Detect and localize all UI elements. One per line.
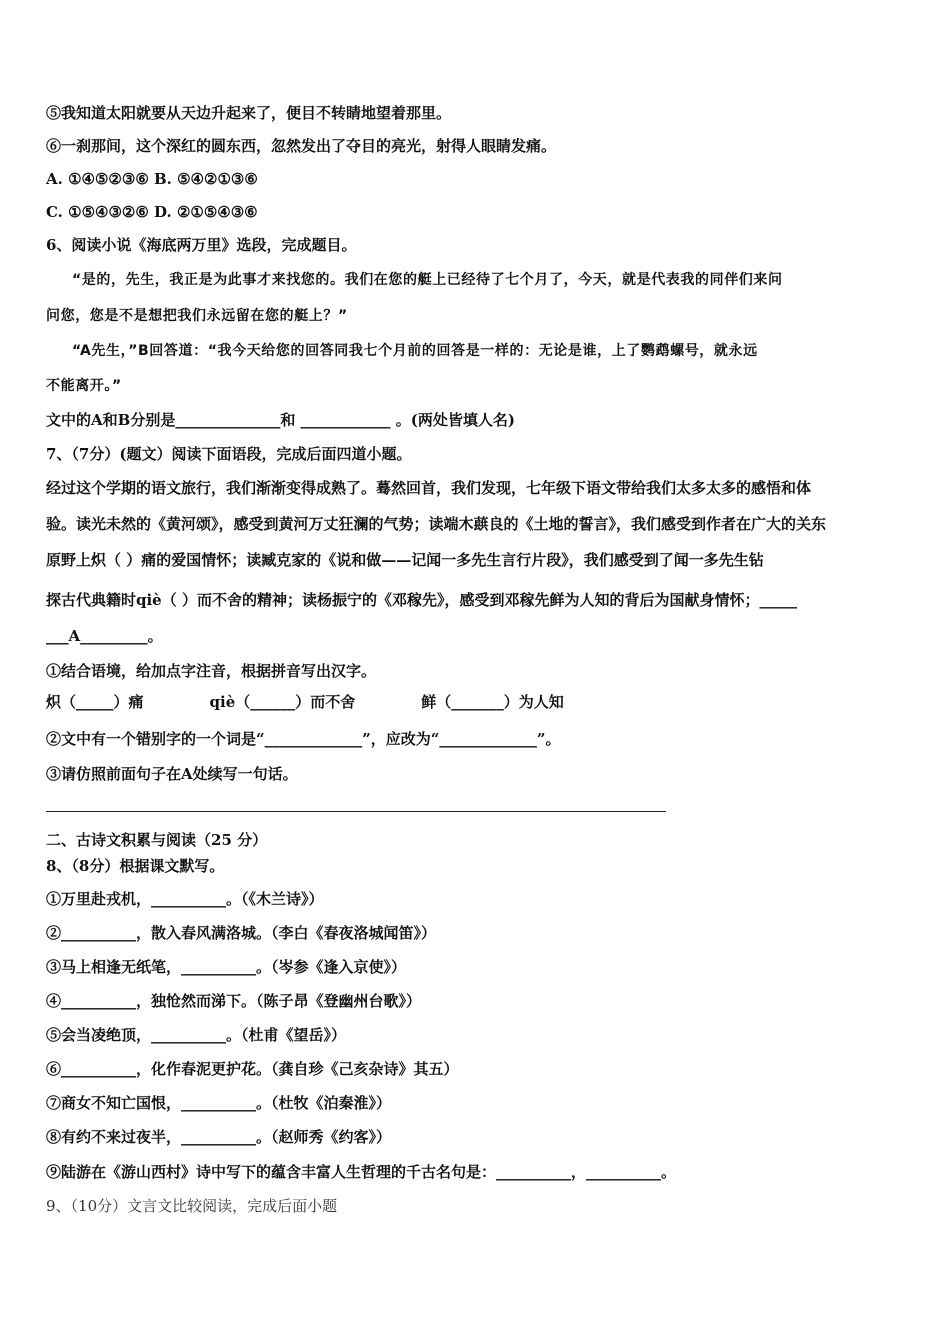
sentence-6: ⑥一刹那间，这个深红的圆东西，忽然发出了夺目的亮光，射得人眼睛发痛。 xyxy=(46,137,557,155)
options-a-b: A. ①④⑤②③⑥ B. ⑤④②①③⑥ xyxy=(46,170,258,188)
blank-xian: 鲜（_______）为人知 xyxy=(421,693,564,711)
recite-7: ⑦商女不知亡国恨，__________。（杜牧《泊秦淮》） xyxy=(46,1094,392,1112)
passage-line-1: 经过这个学期的语文旅行，我们渐渐变得成熟了。蓦然回首，我们发现，七年级下语文带给我们太多太多的感悟和体 xyxy=(46,479,812,497)
subquestion-2: ②文中有一个错别字的一个词是“_____________”，应改为“_____________”。 xyxy=(46,730,561,748)
subquestion-1-blanks xyxy=(46,692,564,712)
passage-line-4: 探古代典籍时qiè（ ）而不舍的精神；读杨振宁的《邓稼先》，感受到邓稼先鲜为人知的背后为国献身情怀；_____ xyxy=(46,591,797,609)
recite-1: ①万里赴戎机，__________。（《木兰诗》） xyxy=(46,890,324,908)
recite-8: ⑧有约不来过夜半，__________。（赵师秀《约客》） xyxy=(46,1128,392,1146)
question-7-title: 7、（7分）(题文）阅读下面语段，完成后面四道小题。 xyxy=(46,445,412,463)
passage-line-5: ___A_________。 xyxy=(46,627,163,645)
subquestion-3: ③请仿照前面句子在A处续写一句话。 xyxy=(46,765,298,783)
section-2-title: 二、古诗文积累与阅读（25 分） xyxy=(46,831,268,849)
recite-3: ③马上相逢无纸笔，__________。（岑参《逢入京使》） xyxy=(46,958,407,976)
question-9-title: 9、（10分）文言文比较阅读，完成后面小题 xyxy=(46,1197,338,1215)
sentence-5: ⑤我知道太阳就要从天边升起来了，便目不转睛地望着那里。 xyxy=(46,104,452,122)
question-6-title: 6、阅读小说《海底两万里》选段，完成题目。 xyxy=(46,236,357,254)
question-6-blank: 文中的A和B分别是______________和 ____________ 。(两处皆填人名) xyxy=(46,411,515,429)
answer-line xyxy=(46,811,666,812)
blank-chi: 炽（_____）痛 xyxy=(46,693,144,711)
passage-line-3: 原野上炽（ ）痛的爱国情怀；读臧克家的《说和做——记闻一多先生言行片段》，我们感受到了闻一多先生钻 xyxy=(46,551,764,569)
novel-excerpt-line-3: “A先生，”B回答道：“我今天给您的回答同我七个月前的回答是一样的：无论是谁，上了鹦鹉螺号，就永远 xyxy=(72,343,758,359)
options-c-d: C. ①⑤④③②⑥ D. ②①⑤④③⑥ xyxy=(46,203,258,221)
blank-qie: qiè（______）而不舍 xyxy=(209,693,356,711)
recite-2: ②__________，散入春风满洛城。（李白《春夜洛城闻笛》） xyxy=(46,924,437,942)
passage-line-2: 验。读光未然的《黄河颂》，感受到黄河万丈狂澜的气势；读端木蕻良的《土地的誓言》，我们感受到作者在广大的关东 xyxy=(46,515,827,533)
novel-excerpt-line-2: 问您，您是不是想把我们永远留在您的艇上？” xyxy=(46,308,348,324)
recite-6: ⑥__________，化作春泥更护花。（龚自珍《己亥杂诗》其五） xyxy=(46,1060,459,1078)
question-8-title: 8、（8分）根据课文默写。 xyxy=(46,857,225,875)
novel-excerpt-line-1: “是的，先生，我正是为此事才来找您的。我们在您的艇上已经待了七个月了，今天，就是代表我的同伴们来问 xyxy=(72,272,783,288)
recite-5: ⑤会当凌绝顶，__________。（杜甫《望岳》） xyxy=(46,1026,347,1044)
recite-9: ⑨陆游在《游山西村》诗中写下的蕴含丰富人生哲理的千古名句是：__________，__________。 xyxy=(46,1163,677,1181)
subquestion-1: ①结合语境，给加点字注音，根据拼音写出汉字。 xyxy=(46,662,377,680)
novel-excerpt-line-4: 不能离开。” xyxy=(46,378,122,394)
recite-4: ④__________，独怆然而涕下。（陈子昂《登幽州台歌》） xyxy=(46,992,422,1010)
